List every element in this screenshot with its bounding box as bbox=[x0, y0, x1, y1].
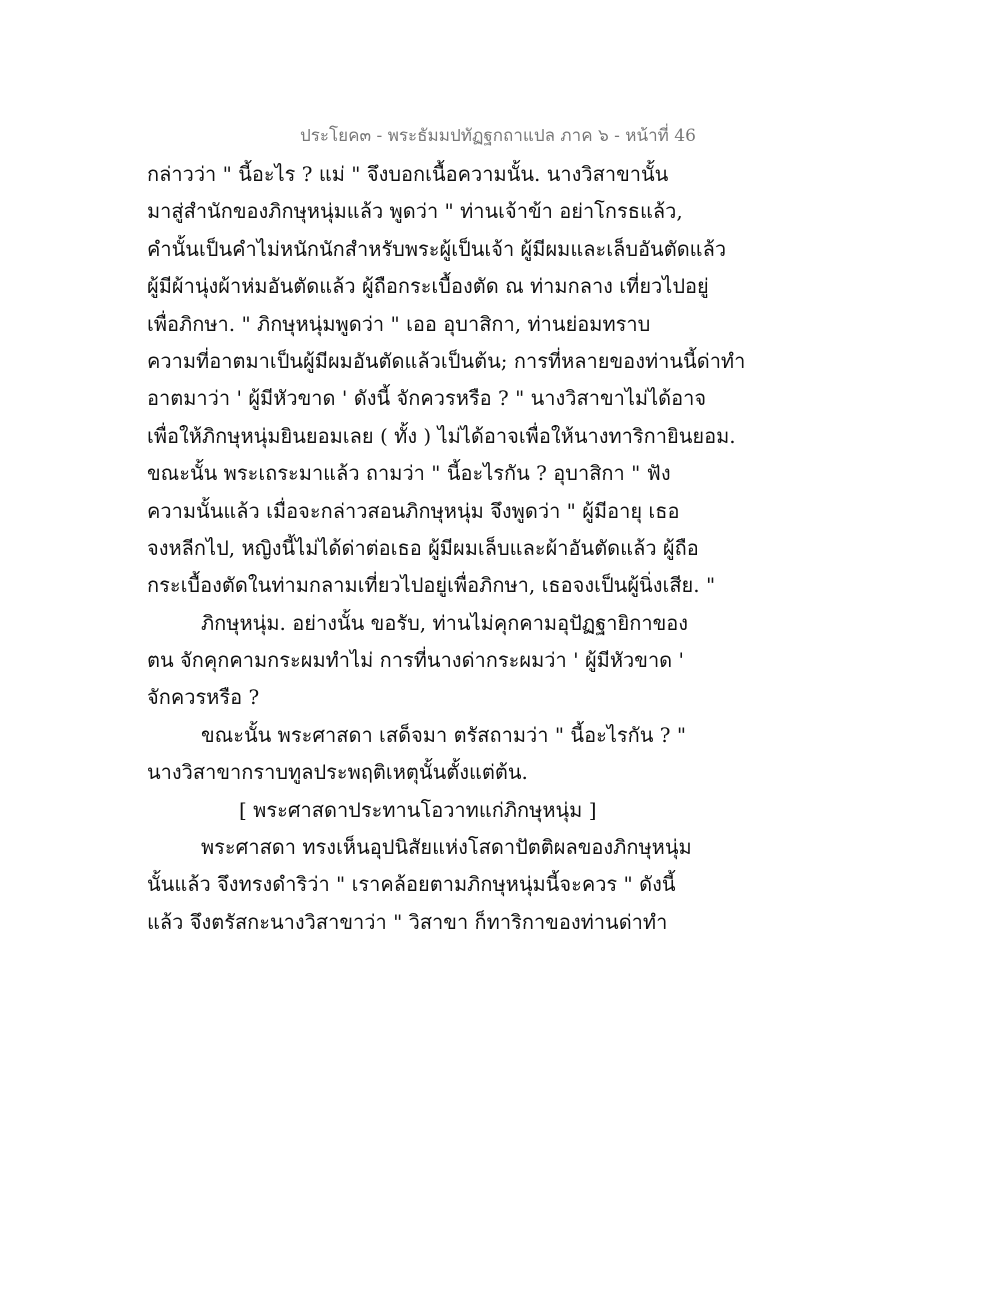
text-line: ผู้มีผ้านุ่งผ้าห่มอันตัดแล้ว ผู้ถือกระเบื้องตัด ณ ท่ามกลาง เที่ยวไปอยู่ bbox=[147, 274, 709, 299]
text-line: เพื่อภิกษา. " ภิกษุหนุ่มพูดว่า " เออ อุบาสิกา, ท่านย่อมทราบ bbox=[147, 311, 651, 336]
text-line: กล่าวว่า " นี้อะไร ? แม่ " จึงบอกเนื้อความนั้น. นางวิสาขานั้น bbox=[147, 162, 669, 186]
text-line: ขณะนั้น พระเถระมาแล้ว ถามว่า " นี้อะไรกัน ? อุบาสิกา " ฟัง bbox=[147, 461, 671, 486]
paragraph-start-line: พระศาสดา ทรงเห็นอุปนิสัยแห่งโสดาปัตติผลของภิกษุหนุ่ม bbox=[201, 835, 692, 860]
text-line: จักควรหรือ ? bbox=[147, 685, 260, 710]
text-line: เพื่อให้ภิกษุหนุ่มยินยอมเลย ( ทั้ง ) ไม่ได้อาจเพื่อให้นางทาริกายินยอม. bbox=[147, 423, 736, 448]
text-line: แล้ว จึงตรัสกะนางวิสาขาว่า " วิสาขา ก็ทาริกาของท่านด่าทำ bbox=[147, 909, 668, 934]
text-line: กระเบื้องตัดในท่ามกลามเที่ยวไปอยู่เพื่อภิกษา, เธอจงเป็นผู้นิ่งเสีย. " bbox=[147, 573, 716, 598]
text-line: ความนั้นแล้ว เมื่อจะกล่าวสอนภิกษุหนุ่ม จึงพูดว่า " ผู้มีอายุ เธอ bbox=[147, 498, 680, 523]
text-line: นั้นแล้ว จึงทรงดำริว่า " เราคล้อยตามภิกษุหนุ่มนี้จะควร " ดังนี้ bbox=[147, 872, 676, 897]
text-line: ตน จักคุกคามกระผมทำไม่ การที่นางด่ากระผมว่า ' ผู้มีหัวขาด ' bbox=[147, 648, 685, 673]
text-line: จงหลีกไป, หญิงนี้ไม่ได้ด่าต่อเธอ ผู้มีผมเล็บและผ้าอันตัดแล้ว ผู้ถือ bbox=[147, 535, 699, 560]
text-line: อาตมาว่า ' ผู้มีหัวขาด ' ดังนี้ จักควรหรือ ? " นางวิสาขาไม่ได้อาจ bbox=[147, 386, 707, 411]
running-header: ประโยค๓ - พระธัมมปทัฏฐกถาแปล ภาค ๖ - หน้าที่ 46 bbox=[300, 126, 696, 146]
paragraph-start-line: ขณะนั้น พระศาสดา เสด็จมา ตรัสถามว่า " นี้อะไรกัน ? " bbox=[201, 722, 687, 747]
text-line: มาสู่สำนักของภิกษุหนุ่มแล้ว พูดว่า " ท่านเจ้าข้า อย่าโกรธแล้ว, bbox=[147, 199, 683, 224]
text-line: คำนั้นเป็นคำไม่หนักนักสำหรับพระผู้เป็นเจ้า ผู้มีผมและเล็บอันตัดแล้ว bbox=[147, 236, 727, 261]
text-line: นางวิสาขากราบทูลประพฤติเหตุนั้นตั้งแต่ต้น. bbox=[147, 760, 528, 785]
paragraph-start-line: ภิกษุหนุ่ม. อย่างนั้น ขอรับ, ท่านไม่คุกคามอุปัฏฐายิกาของ bbox=[201, 610, 689, 635]
text-line: ความที่อาตมาเป็นผู้มีผมอันตัดแล้วเป็นต้น; การที่หลายของท่านนี้ด่าทำ bbox=[147, 348, 746, 373]
section-heading: [ พระศาสดาประทานโอวาทแก่ภิกษุหนุ่ม ] bbox=[239, 797, 597, 822]
body-text bbox=[147, 156, 746, 941]
